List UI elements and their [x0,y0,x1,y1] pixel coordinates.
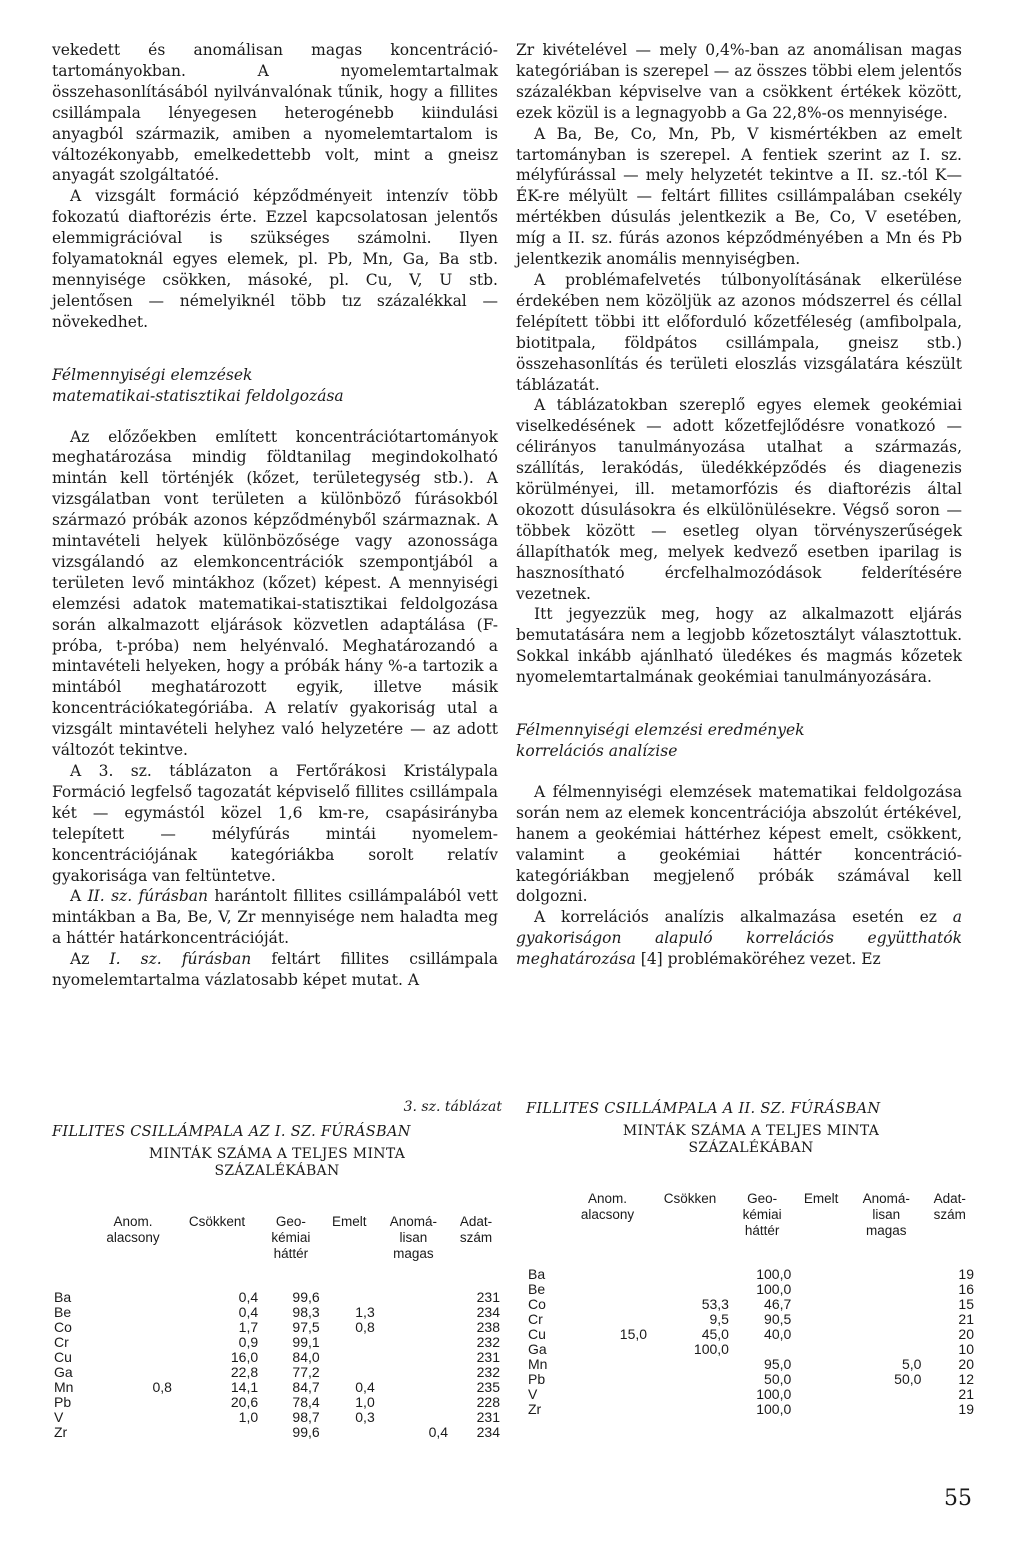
element-symbol-cell: Pb [528,1371,546,1387]
value-cell [377,1290,450,1305]
table-row [52,1335,502,1350]
value-cell: 12 [958,1371,974,1387]
table-header-cell: Csökken [663,1191,717,1206]
element-symbol-cell: Mn [528,1356,548,1372]
value-cell: 231 [476,1289,500,1305]
value-cell [793,1267,849,1282]
value-cell [649,1387,731,1402]
table-header-cell [526,1191,566,1267]
value-cell: 1,7 [238,1319,259,1335]
element-symbol-cell: V [528,1386,538,1402]
table-header-cell: Emelt [803,1191,839,1206]
value-cell: 234 [476,1424,500,1440]
value-cell [793,1342,849,1357]
table-header-cell: Adat- szám [459,1214,493,1245]
element-symbol-cell: Pb [54,1394,72,1410]
value-cell [566,1387,649,1402]
element-symbol-cell: Be [54,1304,72,1320]
value-cell [566,1267,649,1282]
paragraph: Zr kivételével — mely 0,4%-ban az anomálisan magas kategóriában is szerepel — az összes többi elem jelentős százalékban képviselve van a csökkent értékek között, ezek közül is a legnagyobb a Ga 22,8%-os mennyisége. [516,41,962,122]
value-cell [174,1425,260,1440]
value-cell: 238 [476,1319,500,1335]
paragraph: A vizsgált formáció képződményeit intenzív több fokozatú diaftorézis érte. Ezzel kapcsolatosan jelentős elemmigrációval is szükséges számolni. Ilyen folyamatoknál egyes elemek, pl. Pb, Mn, Ga, Ba stb. mennyisége csökken, másoké, pl. Cu, V, U stb. jelentősen — némelyiknél több tız százalékkal — növekedhet. [52,187,498,331]
paragraph: A korrelációs analízis alkalmazása esetén ez a gyakoriságon alapuló korrelációs együtthatók meghatározása [4] problémaköréhez vezet. Ez [516,908,962,969]
value-cell [92,1365,174,1380]
table-row [52,1350,502,1365]
paragraph: Az előzőekben említett koncentrációtartományok meghatározása mindig földtanilag megindokolható mintán kell történjék (kőzet, területegység stb.). A vizsgálatban vont területen a különböző fúrásokból származó próbák azonos képződményből származnak. A mintavételi helyek különbözősége vagy azonossága vizsgálandó az elemkoncentrációk szempontjából a területen levő mintákhoz (kőzet) képest. A mennyiségi elemzési adatok matematikai-statisztikai feldolgozása során alkalmazott eljárások közvetlen adaptálása (F-próba, t-próba) nem helyénvaló. Meghatározandó a mintavételi helyeken, hogy a próbák hány %-a tartozik a mintából meghatározott egyik, illetve másik koncentrációkategóriába. A relatív gyakoriság utal a vizsgált mintavételi helyhez való helyzetére — az adott változót tekintve. [52,427,498,760]
element-symbol-cell: Co [54,1319,72,1335]
section-heading [516,720,962,762]
element-symbol-cell: Zr [528,1401,542,1417]
value-cell [649,1357,731,1372]
value-cell: 21 [958,1386,974,1402]
value-cell: 16,0 [230,1349,259,1365]
value-cell [566,1282,649,1297]
table-row [526,1357,976,1372]
value-cell [322,1290,377,1305]
value-cell [377,1335,450,1350]
paragraph: A 3. sz. táblázaton a Fertőrákosi Kristálypala Formáció legfelső tagozatát képviselő fillites csillámpala két — egymástól közel 1,6 km-re, csapásirányba telepített — mélyfúrás mintái nyomelem-koncentrációjának kategóriákba sorolt relatív gyakorisága van feltüntetve. [52,762,498,885]
value-cell: 97,5 [292,1319,320,1335]
value-cell [849,1342,923,1357]
table-row [52,1380,502,1395]
table-header-cell: Anomá- lisan magas [862,1191,910,1238]
value-cell: 1,3 [355,1304,375,1320]
table-row [52,1395,502,1410]
value-cell [849,1267,923,1282]
value-cell: 20,6 [230,1394,259,1410]
value-cell [92,1350,174,1365]
element-symbol-cell: Mn [54,1379,74,1395]
value-cell: 98,3 [292,1304,320,1320]
value-cell: 40,0 [764,1326,792,1342]
value-cell [793,1357,849,1372]
section-heading [52,365,498,407]
table-row [52,1305,502,1320]
table-row [52,1365,502,1380]
value-cell: 9,5 [709,1311,729,1327]
element-symbol-cell: V [54,1409,64,1425]
value-cell: 99,6 [292,1289,320,1305]
value-cell [566,1297,649,1312]
value-cell: 78,4 [292,1394,320,1410]
table-row [526,1282,976,1297]
paragraph: Itt jegyezzük meg, hogy az alkalmazott eljárás bemutatására nem a legjobb kőzetosztályt választottuk. Sokkal inkább ajánlható üledékes és magmás kőzetek nyomelemtartalmának geokémiai tanulmányozására. [516,605,962,687]
value-cell: 232 [476,1364,500,1380]
table-header-cell: Csökkent [188,1214,246,1229]
value-cell: 0,4 [428,1424,449,1440]
element-symbol-cell: Cu [528,1326,546,1342]
value-cell: 231 [476,1349,500,1365]
value-cell: 90,5 [764,1311,792,1327]
value-cell [649,1402,731,1417]
value-cell: 77,2 [292,1364,320,1380]
value-cell [793,1327,849,1342]
value-cell: 10 [958,1341,974,1357]
element-symbol-cell: Cr [528,1311,543,1327]
value-cell: 20 [958,1326,974,1342]
value-cell: 50,0 [764,1371,792,1387]
paragraph: A táblázatokban szereplő egyes elemek geokémiai viselkedésének — adott kőzetfejlődésre vonatkozó — célirányos tanulmányozása utalhat a származás, szállítás, lerakódás, üledékképződés és diagenezis körülményei, ill. metamorfózis és diaftorézis által okozott dúsulásokra és elkülönülésekre. Végső soron — többek között — esetleg olyan törvényszerűségek állapíthatók meg, melyek kedvező esetben iparilag is hasznosítható ércfelhalmozódások felderítésére vezetnek. [516,396,962,603]
right-column [516,40,962,970]
value-cell [377,1320,450,1335]
table-row [526,1297,976,1312]
value-cell [793,1297,849,1312]
value-cell: 0,4 [355,1379,375,1395]
value-cell: 19 [958,1266,974,1282]
value-cell [322,1335,377,1350]
value-cell [92,1290,174,1305]
value-cell: 21 [958,1311,974,1327]
element-symbol-cell: Ba [54,1289,72,1305]
table-header-cell: Geo- kémiai háttér [271,1214,311,1261]
value-cell: 45,0 [701,1326,729,1342]
element-symbol-cell: Ga [528,1341,547,1357]
table-block-left [52,1100,502,1440]
data-table [52,1214,502,1440]
value-cell: 0,8 [355,1319,375,1335]
value-cell: 14,1 [230,1379,259,1395]
value-cell: 1,0 [238,1409,259,1425]
table-title: FILLITES CSILLÁMPALA A II. SZ. FÚRÁSBAN [526,1101,881,1117]
value-cell [322,1365,377,1380]
value-cell [649,1282,731,1297]
table-header-cell: Emelt [331,1214,367,1229]
value-cell [731,1342,793,1357]
value-cell: 98,7 [292,1409,320,1425]
table-subtitle: MINTÁK SZÁMA A TELJES MINTA SZÁZALÉKÁBAN [622,1123,880,1156]
paragraph: A II. sz. fúrásban harántolt fillites csillámpalából vett mintákban a Ba, Be, V, Zr mennyisége nem haladta meg a háttér határkoncentrációját. [52,887,498,948]
value-cell: 100,0 [756,1386,792,1402]
section-heading-line: Félmennyiségi elemzések [52,365,253,384]
value-cell [92,1395,174,1410]
value-cell [377,1350,450,1365]
value-cell: 22,8 [230,1364,259,1380]
value-cell: 46,7 [764,1296,792,1312]
paragraph: A Ba, Be, Co, Mn, Pb, V kismértékben az emelt tartományban is szerepel. A fentiek szerint az I. sz. mélyfúrással — mely helyzetét tekintve a II. sz.-tól K—ÉK-re mélyült — feltárt fillites csillámpalában csekély mértékben dúsulás jelentkezik a Be, Co, V esetében, míg a II. sz. fúrás azonos képződményében a Mn és Pb jelentkezik anomális mennyiségben. [516,124,962,269]
value-cell: 84,7 [292,1379,320,1395]
table-row [526,1402,976,1417]
value-cell [377,1395,450,1410]
value-cell [322,1350,377,1365]
section-heading-line: Félmennyiségi elemzési eredmények [516,721,805,740]
table-row [526,1267,976,1282]
value-cell: 232 [476,1334,500,1350]
value-cell [566,1312,649,1327]
value-cell [377,1365,450,1380]
value-cell: 0,3 [355,1409,375,1425]
value-cell: 100,0 [756,1281,792,1297]
value-cell [92,1425,174,1440]
value-cell [793,1312,849,1327]
element-symbol-cell: Zr [54,1424,68,1440]
value-cell [566,1402,649,1417]
element-symbol-cell: Be [528,1281,546,1297]
value-cell: 100,0 [756,1266,792,1282]
value-cell: 235 [476,1379,500,1395]
section-heading-line: korrelációs analízise [516,742,678,760]
table-row [52,1290,502,1305]
value-cell [649,1267,731,1282]
value-cell [793,1387,849,1402]
value-cell [849,1312,923,1327]
value-cell [566,1372,649,1387]
value-cell: 228 [476,1394,500,1410]
value-cell [377,1410,450,1425]
table-header-cell [52,1214,92,1290]
table-row [526,1312,976,1327]
value-cell: 16 [958,1281,974,1297]
table-header-row [52,1214,502,1290]
paragraph: A félmennyiségi elemzések matematikai feldolgozása során nem az elemek koncentrációja abszolút értékével, hanem a geokémiai háttérhez képest emelt, csökkent, valamint a geokémiai háttér koncentráció-kategóriákban megjelenő próbák számával kell dolgozni. [516,782,962,906]
table-header-cell: Geo- kémiai háttér [742,1191,782,1238]
element-symbol-cell: Ga [54,1364,73,1380]
value-cell [92,1335,174,1350]
value-cell [849,1402,923,1417]
value-cell [849,1297,923,1312]
value-cell [92,1305,174,1320]
value-cell [649,1372,731,1387]
element-symbol-cell: Cu [54,1349,72,1365]
table-row [526,1327,976,1342]
value-cell [566,1357,649,1372]
paragraph: Az I. sz. fúrásban feltárt fillites csillámpala nyomelemtartalma vázlatosabb képet mutat. A [52,950,498,990]
value-cell: 15 [958,1296,974,1312]
value-cell: 19 [958,1401,974,1417]
value-cell: 0,4 [238,1304,259,1320]
value-cell: 0,9 [238,1334,259,1350]
value-cell: 50,0 [894,1371,922,1387]
table-row [526,1372,976,1387]
table-header-cell: Adat- szám [933,1191,966,1222]
value-cell: 99,6 [292,1424,320,1440]
paragraph: A problémafelvetés túlbonyolításának elkerülése érdekében nem közöljük az azonos módszerrel és céllal felépített többi itt előforduló kőzetféleség (amfibolpala, biotitpala, földpátos csillámpala, gneisz stb.) összehasonlítás és területi eloszlás vizsgálatára készült táblázatát. [516,270,962,394]
value-cell [793,1402,849,1417]
table-row [52,1320,502,1335]
value-cell: 234 [476,1304,500,1320]
data-table [526,1191,976,1417]
table-row [526,1387,976,1402]
table-header-cell: Anom. alacsony [580,1191,635,1222]
element-symbol-cell: Cr [54,1334,69,1350]
table-row [52,1425,502,1440]
page-number: 55 [944,1486,972,1511]
value-cell [793,1372,849,1387]
value-cell [849,1327,923,1342]
value-cell [377,1380,450,1395]
value-cell [322,1425,377,1440]
value-cell: 95,0 [764,1356,792,1372]
table-subtitle: MINTÁK SZÁMA A TELJES MINTA SZÁZALÉKÁBAN [148,1146,406,1179]
value-cell: 231 [476,1409,500,1425]
value-cell: 20 [958,1356,974,1372]
value-cell: 1,0 [355,1394,375,1410]
value-cell [849,1282,923,1297]
table-title: FILLITES CSILLÁMPALA AZ I. SZ. FÚRÁSBAN [52,1124,411,1140]
value-cell: 53,3 [701,1296,729,1312]
value-cell: 15,0 [619,1326,648,1342]
left-column [52,40,498,991]
value-cell: 99,1 [292,1334,320,1350]
value-cell [92,1320,174,1335]
value-cell [793,1282,849,1297]
table-row [52,1410,502,1425]
paragraph: vekedett és anomálisan magas koncentráció-tartományokban. A nyomelemtartalmak összehasonlításából nyilvánvalónak tűnik, hogy a fillites csillámpala lényegesen heterogénebb kiindulási anyagból származik, amiben a nyomelemtartalom is változékonyabb, emelkedettebb volt, mint a gneisz anyagát szolgáltatóé. [52,41,498,185]
value-cell: 0,4 [238,1289,259,1305]
value-cell: 100,0 [693,1341,729,1357]
value-cell [377,1305,450,1320]
table-header-cell: Anom. alacsony [106,1214,160,1245]
value-cell [849,1387,923,1402]
value-cell: 84,0 [292,1349,320,1365]
value-cell: 0,8 [152,1379,172,1395]
table-header-row [526,1191,976,1267]
element-symbol-cell: Ba [528,1266,546,1282]
value-cell: 100,0 [756,1401,792,1417]
value-cell [566,1342,649,1357]
element-symbol-cell: Co [528,1296,546,1312]
section-heading-line: matematikai-statisztikai feldolgozása [52,386,344,405]
table-header-cell: Anomá- lisan magas [389,1214,438,1261]
value-cell [92,1410,174,1425]
table-row [526,1342,976,1357]
table-block-right [526,1102,976,1417]
table-caption: 3. sz. táblázat [403,1099,502,1115]
value-cell: 5,0 [901,1356,922,1372]
